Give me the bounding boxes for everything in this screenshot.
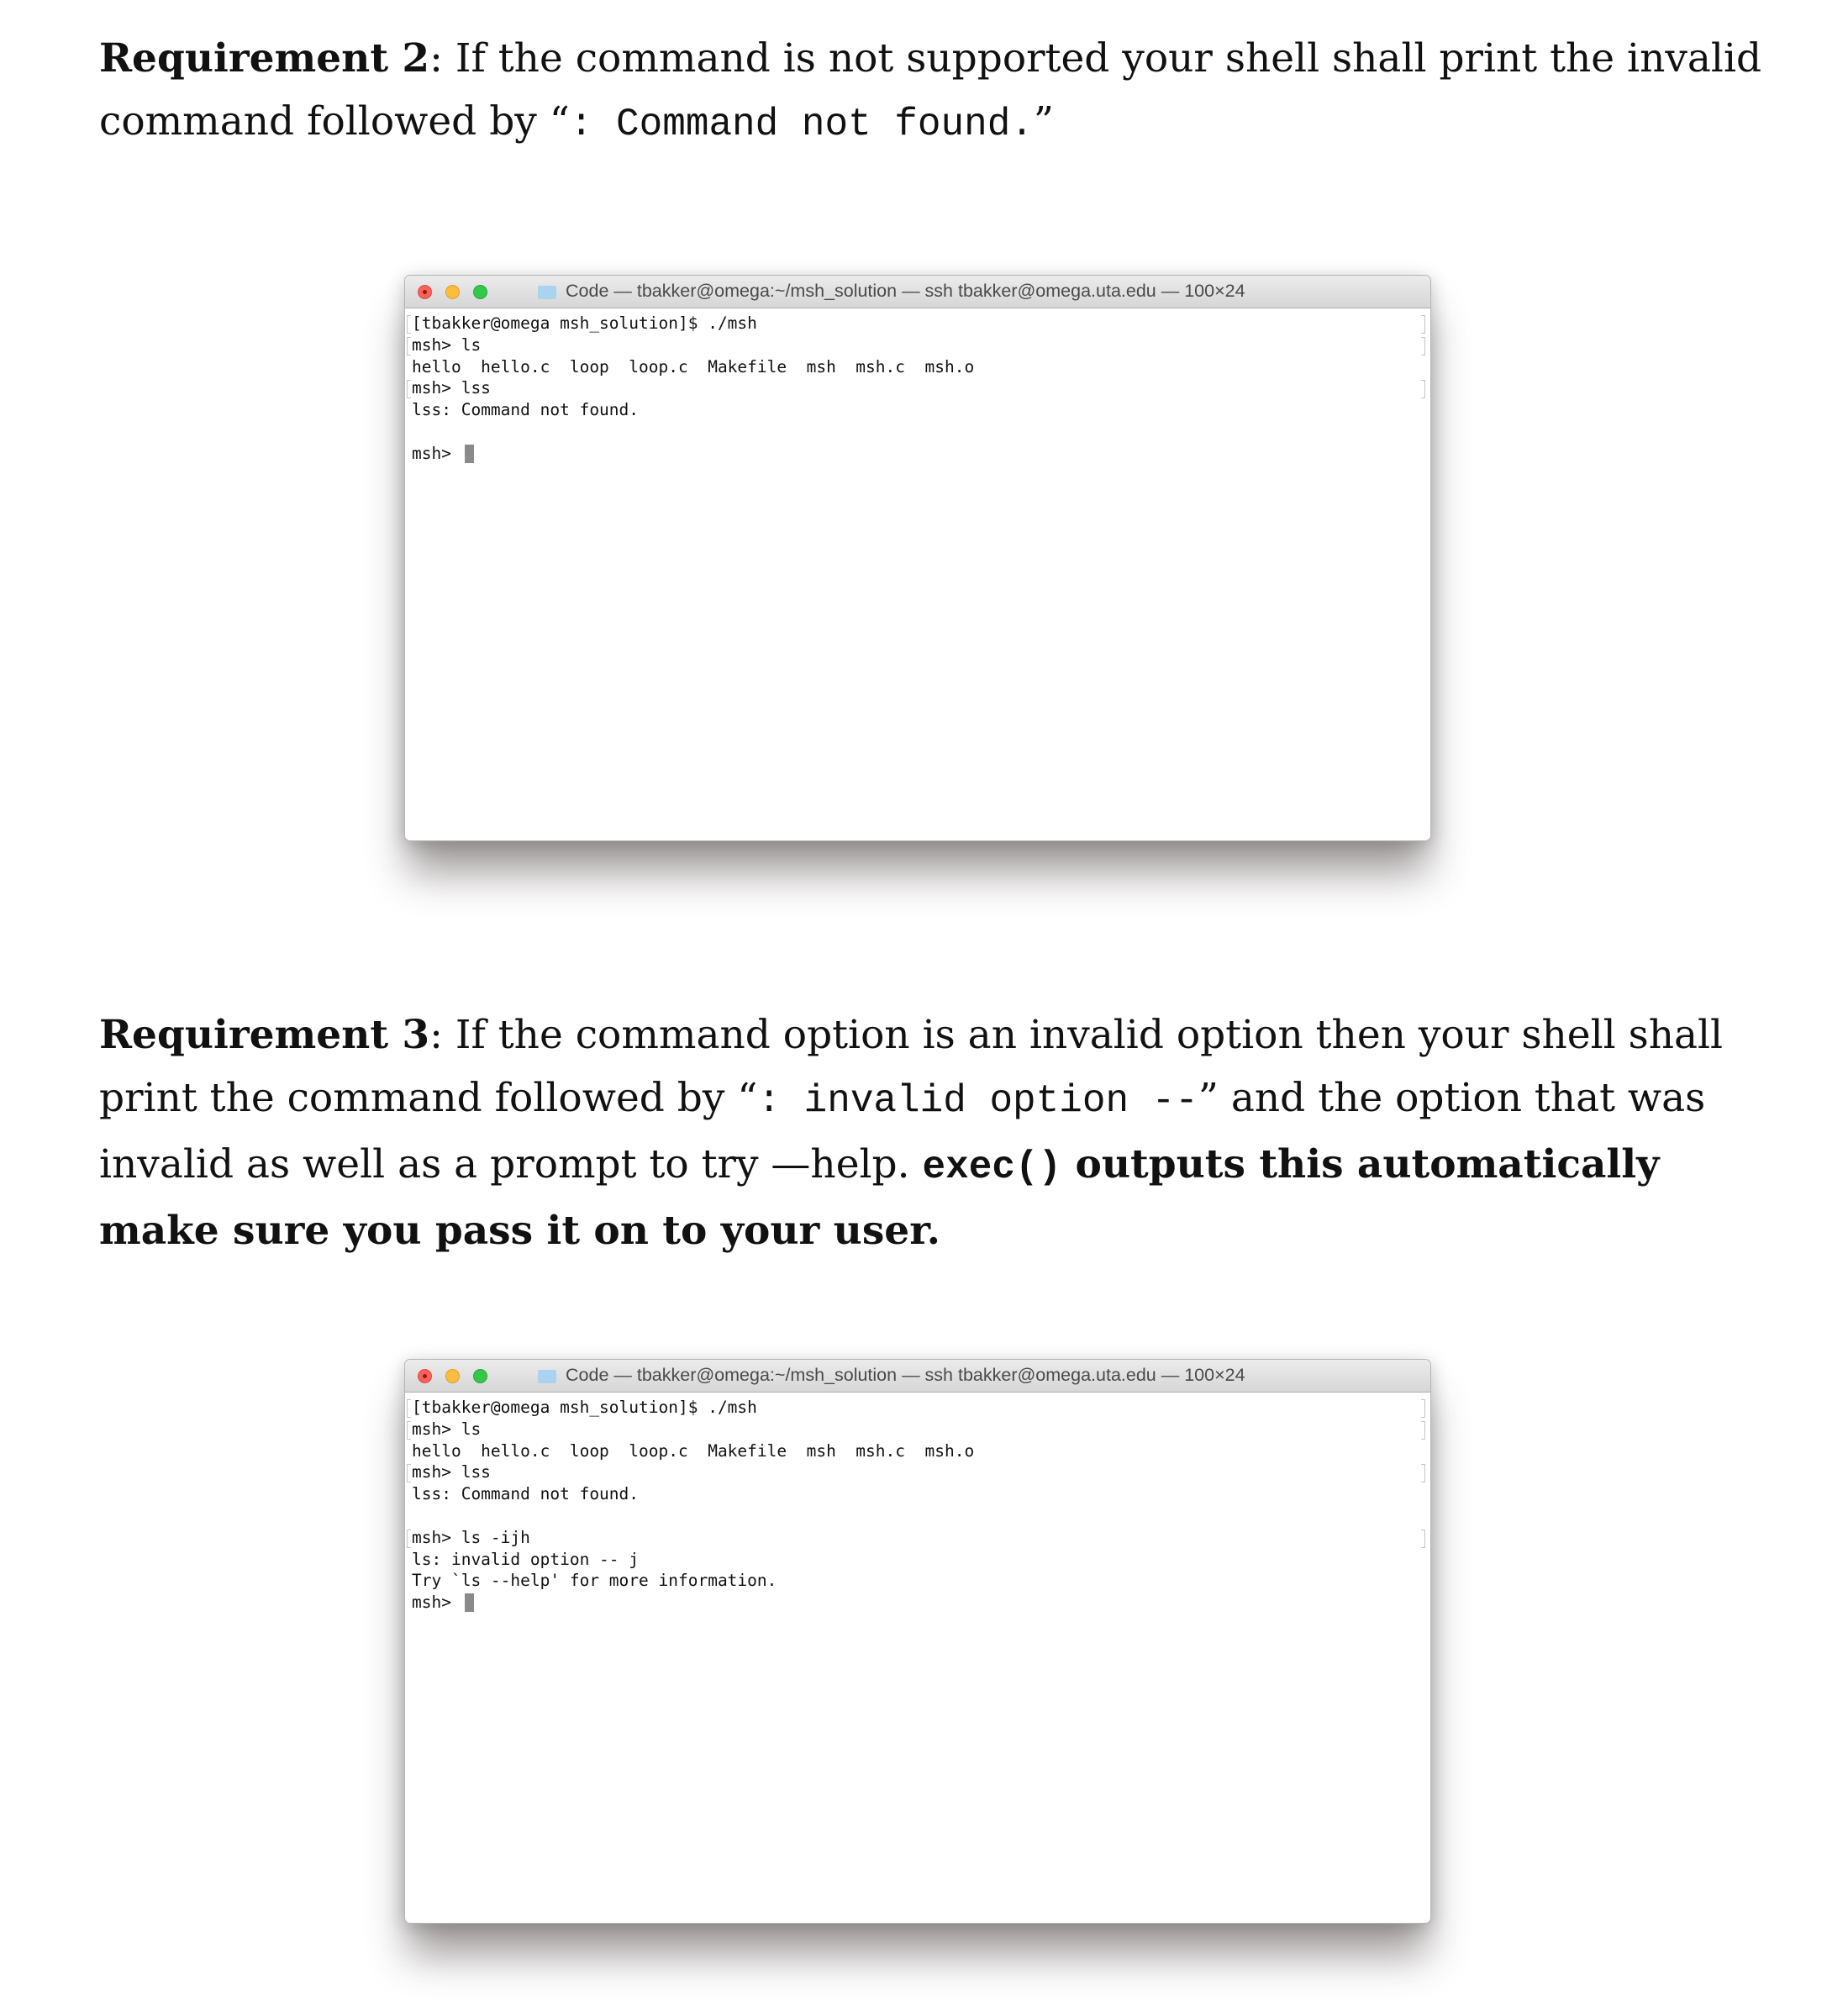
terminal-line: msh> ls -ijh [412, 1527, 1430, 1549]
requirement-2-close-quote: ” [1033, 98, 1054, 145]
exec-code: exec() [922, 1145, 1062, 1189]
terminal-line: lss: Command not found. [412, 1484, 640, 1504]
terminal-prompt-line[interactable] [412, 443, 1430, 465]
terminal-line: msh> ls [412, 1419, 1430, 1440]
zoom-button-icon[interactable] [473, 1369, 487, 1383]
terminal-1-output[interactable] [405, 308, 1430, 465]
terminal-line: [tbakker@omega msh_solution]$ ./msh [412, 1397, 1430, 1419]
terminal-line: msh> lss [412, 1461, 1430, 1483]
terminal-line: [tbakker@omega msh_solution]$ ./msh [412, 313, 1430, 334]
prompt-text: msh> [412, 1593, 461, 1613]
folder-icon [538, 1370, 556, 1383]
terminal-line: Try `ls --help' for more information. [412, 1571, 777, 1591]
terminal-line: lss: Command not found. [412, 400, 640, 420]
invalid-option-code: : invalid option -- [757, 1079, 1198, 1123]
close-button-icon[interactable] [418, 285, 432, 299]
requirement-3-bold-note: outputs this automatically make sure you pass it on to your user. [99, 1141, 1660, 1254]
close-button-icon[interactable] [418, 1369, 432, 1383]
terminal-2-title: Code — tbakker@omega:~/msh_solution — ssh tbakker@omega.uta.edu — 100×24 [566, 1365, 1245, 1385]
terminal-prompt-line[interactable] [412, 1592, 1430, 1614]
terminal-line: hello hello.c loop loop.c Makefile msh msh.c msh.o [412, 356, 975, 377]
cursor-icon [465, 445, 474, 463]
zoom-button-icon[interactable] [473, 285, 487, 299]
terminal-1-titlebar[interactable] [405, 276, 1430, 308]
terminal-line: msh> ls [412, 334, 1430, 356]
requirement-3-text-continued: ” and the option that was invalid as well as a prompt to try —help. [99, 1075, 1706, 1187]
terminal-2-output[interactable] [405, 1393, 1430, 1614]
requirement-3-text: : If the command option is an invalid option then your shell shall print the command followed by “ [99, 1012, 1724, 1121]
command-not-found-code: : Command not found. [569, 103, 1034, 146]
folder-icon [538, 286, 556, 299]
terminal-2-titlebar[interactable] [405, 1360, 1430, 1393]
terminal-line: msh> lss [412, 377, 1430, 399]
terminal-line [412, 1505, 1430, 1527]
requirement-2-paragraph [99, 27, 1763, 156]
requirement-3-paragraph [99, 1003, 1763, 1262]
terminal-window-1 [404, 275, 1431, 841]
minimize-button-icon[interactable] [445, 285, 460, 299]
requirement-2-label: Requirement 2 [99, 35, 430, 82]
terminal-window-2 [404, 1359, 1431, 1924]
terminal-line [412, 421, 1430, 443]
minimize-button-icon[interactable] [445, 1369, 460, 1383]
requirement-3-label: Requirement 3 [99, 1012, 430, 1058]
cursor-icon [465, 1593, 474, 1612]
requirement-2-text: : If the command is not supported your shell shall print the invalid command followed by “ [99, 35, 1762, 145]
prompt-text: msh> [412, 443, 461, 463]
terminal-line: ls: invalid option -- j [412, 1549, 640, 1569]
terminal-1-title: Code — tbakker@omega:~/msh_solution — ssh tbakker@omega.uta.edu — 100×24 [566, 281, 1245, 301]
terminal-line: hello hello.c loop loop.c Makefile msh msh.c msh.o [412, 1440, 975, 1461]
